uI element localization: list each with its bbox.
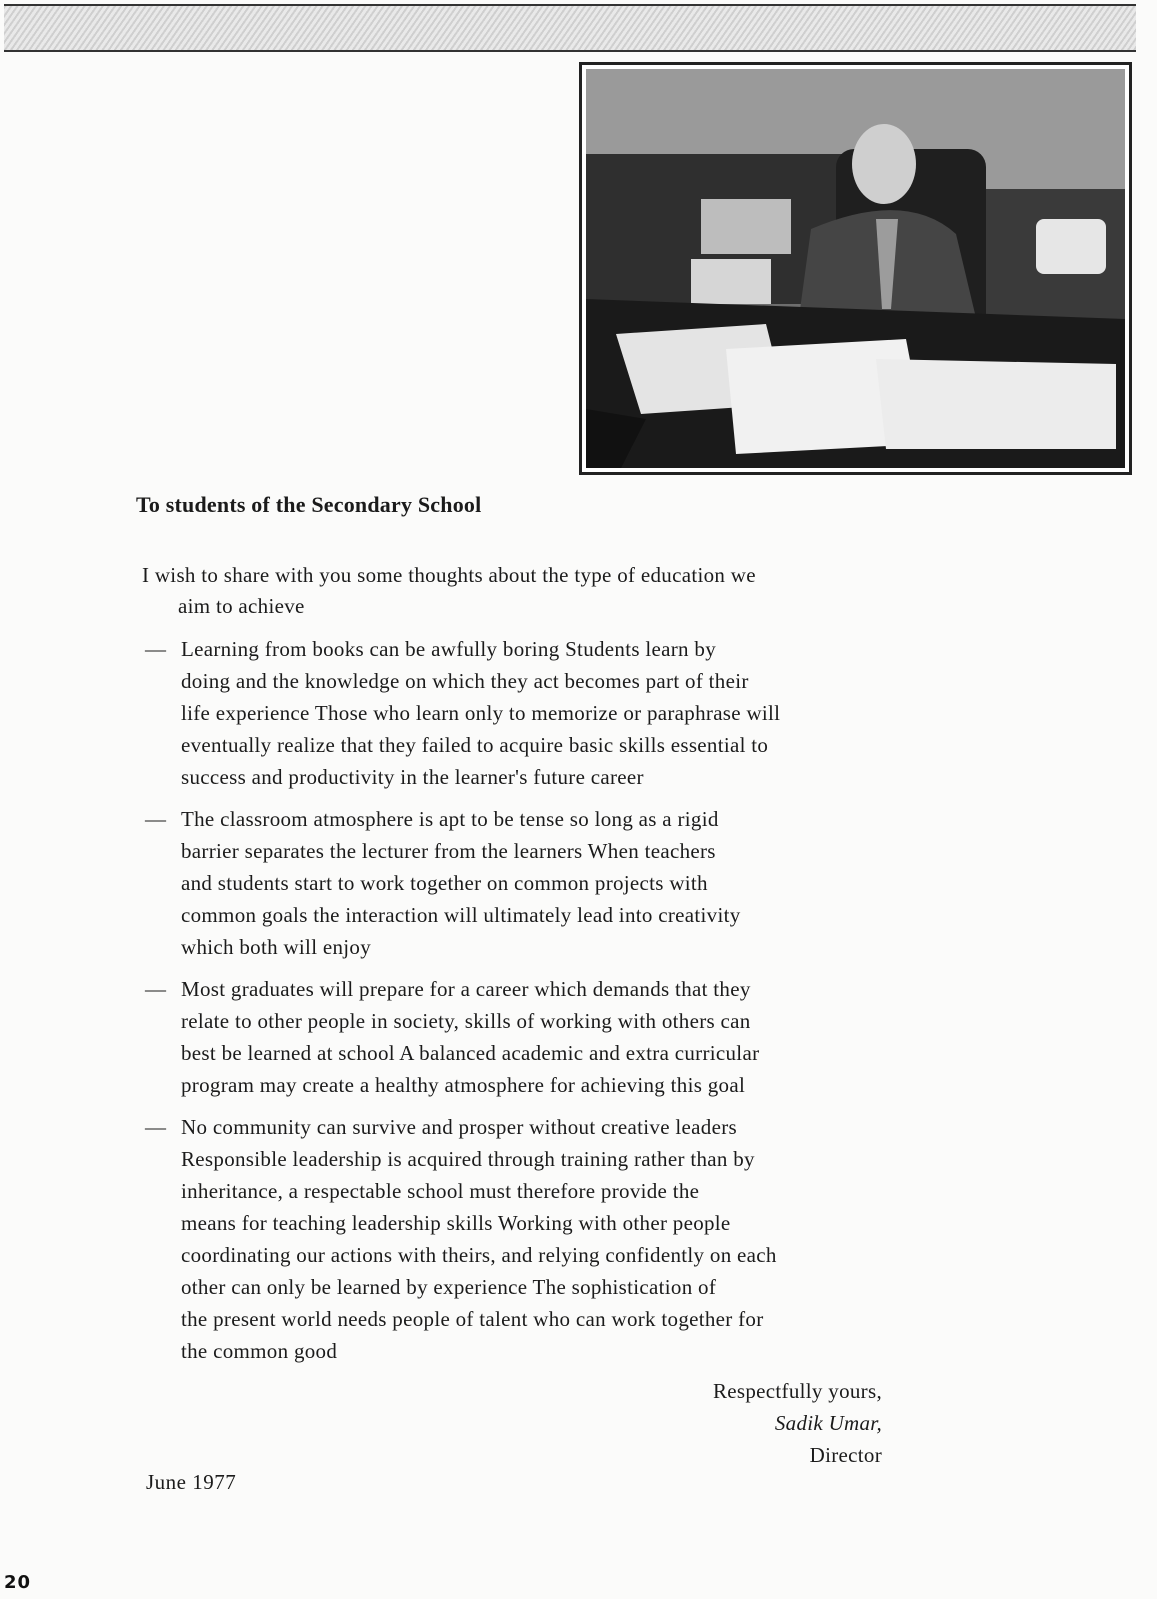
- letter-date: June 1977: [146, 1470, 237, 1494]
- signatory-title: Director: [809, 1443, 882, 1467]
- point-line: coordinating our actions with theirs, and relying confidently on each: [181, 1243, 777, 1267]
- point-line: program may create a healthy atmosphere for achieving this goal: [181, 1073, 746, 1097]
- point-line: which both will enjoy: [181, 935, 372, 959]
- point-line: life experience Those who learn only to memorize or paraphrase will: [181, 701, 781, 725]
- letter-closing: [600, 1375, 882, 1471]
- signatory-name: Sadik Umar,: [774, 1411, 882, 1435]
- letter-intro: [142, 560, 942, 622]
- dash-bullet: —: [145, 977, 167, 1001]
- point-line: Responsible leadership is acquired through training rather than by: [181, 1147, 755, 1171]
- point-line: the present world needs people of talent who can work together for: [181, 1307, 764, 1331]
- point-line: success and productivity in the learner's future career: [181, 765, 644, 789]
- point-line: inheritance, a respectable school must therefore provide the: [181, 1179, 700, 1203]
- point-item: [145, 633, 945, 793]
- point-line: the common good: [181, 1339, 338, 1363]
- point-line: Learning from books can be awfully boring Students learn by: [181, 637, 716, 661]
- intro-line: I wish to share with you some thoughts about the type of education we: [142, 563, 756, 587]
- letter-points: [145, 633, 945, 1377]
- header-band: [4, 4, 1136, 52]
- point-line: barrier separates the lecturer from the learners When teachers: [181, 839, 716, 863]
- point-line: relate to other people in society, skills of working with others can: [181, 1009, 751, 1033]
- point-line: Most graduates will prepare for a career which demands that they: [181, 977, 751, 1001]
- point-line: means for teaching leadership skills Working with other people: [181, 1211, 731, 1235]
- point-line: best be learned at school A balanced academic and extra curricular: [181, 1041, 760, 1065]
- director-photo-icon: [586, 69, 1125, 468]
- director-photo: [579, 62, 1132, 475]
- page-number: 20: [4, 1572, 32, 1593]
- intro-line: aim to achieve: [178, 594, 305, 618]
- point-line: common goals the interaction will ultimately lead into creativity: [181, 903, 741, 927]
- point-line: eventually realize that they failed to acquire basic skills essential to: [181, 733, 769, 757]
- point-line: and students start to work together on common projects with: [181, 871, 708, 895]
- dash-bullet: —: [145, 1115, 167, 1139]
- point-item: [145, 1111, 945, 1367]
- point-line: other can only be learned by experience The sophistication of: [181, 1275, 717, 1299]
- letter-heading: To students of the Secondary School: [136, 492, 482, 517]
- point-item: [145, 973, 945, 1101]
- point-line: No community can survive and prosper without creative leaders: [181, 1115, 737, 1139]
- point-item: [145, 803, 945, 963]
- dash-bullet: —: [145, 637, 167, 661]
- dash-bullet: —: [145, 807, 167, 831]
- point-line: doing and the knowledge on which they act becomes part of their: [181, 669, 749, 693]
- point-line: The classroom atmosphere is apt to be tense so long as a rigid: [181, 807, 719, 831]
- salutation: Respectfully yours,: [712, 1379, 882, 1403]
